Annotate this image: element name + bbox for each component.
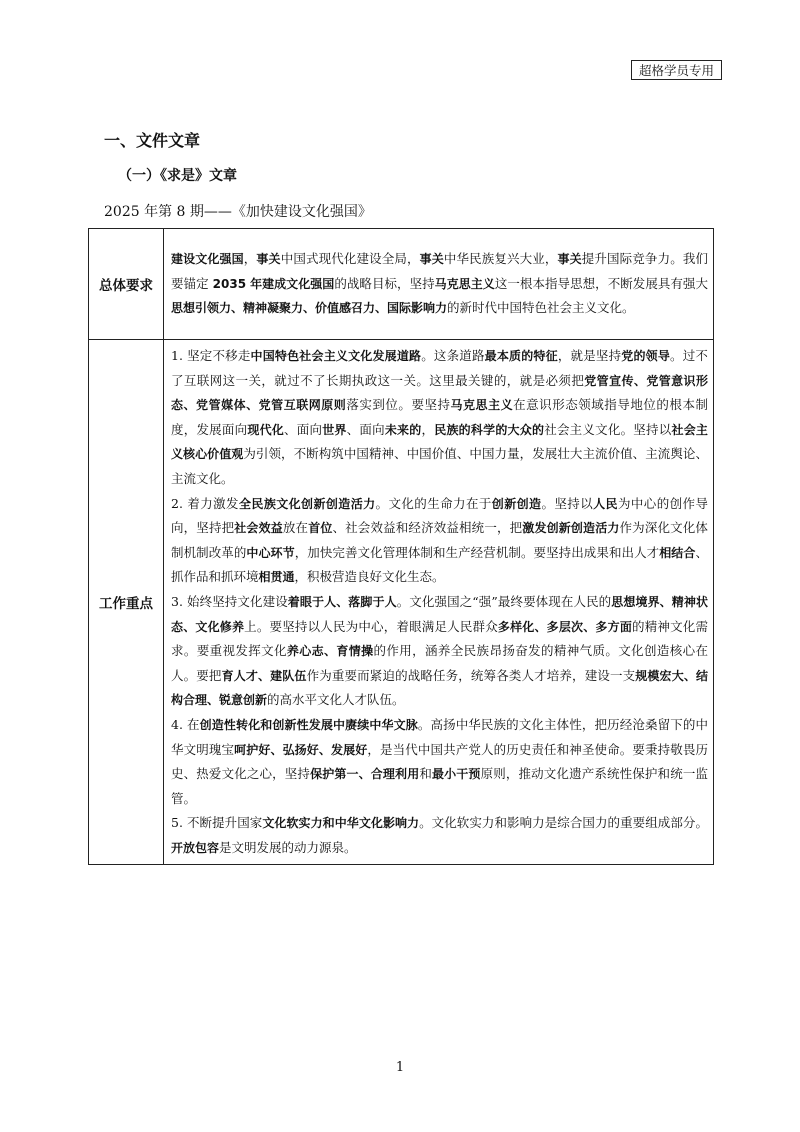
requirement-content [164, 229, 714, 340]
body-text: 作为重要而紧迫的战略任务，统筹各类人才培养，建设一支 [306, 667, 636, 683]
body-text: 、社会效益和经济效益相统一，把 [332, 520, 523, 536]
focus-paragraph [171, 344, 708, 492]
emphasis-text: 建设文化强国 [171, 252, 244, 267]
body-text: 中华民族复兴大业， [443, 251, 558, 267]
body-text: 3. 始终坚持文化建设 [171, 593, 288, 609]
body-text: 作为深化文化体制机制改革的 [171, 520, 708, 560]
body-text: 5. 不断提升国家 [171, 815, 263, 831]
body-text: 。文化的生命力在于 [375, 495, 492, 511]
body-text: 的新时代中国特色社会主义文化。 [447, 300, 635, 316]
body-text: 、面向 [346, 421, 385, 437]
body-text: 和 [419, 766, 432, 782]
emphasis-text: 世界 [322, 422, 347, 437]
body-text: 放在 [282, 520, 309, 536]
emphasis-text: 多样化、多层次、多方面 [497, 619, 633, 634]
table-row [89, 340, 714, 865]
emphasis-text: 思想引领力、精神凝聚力、价值感召力、国际影响力 [171, 301, 448, 316]
body-text: 。高扬中华民族的文化主体性，把历经沧桑留下的中华文明瑰宝 [171, 716, 708, 757]
body-text: 。这条道路 [421, 348, 485, 363]
body-text: 。坚持以 [541, 495, 594, 511]
section-title: 一、文件文章 [104, 131, 201, 150]
emphasis-text: 全民族文化创新创造活力 [238, 496, 376, 511]
emphasis-text: 思想境界、精神状态、文化修养 [171, 594, 708, 634]
body-text: 1. 坚定不移走 [171, 348, 251, 363]
body-text: ， [421, 421, 435, 437]
emphasis-text: 着眼于人、落脚于人 [287, 594, 397, 609]
emphasis-text: 社会效益 [234, 521, 283, 536]
emphasis-text: 相结合 [659, 545, 696, 560]
focus-paragraph [171, 590, 708, 713]
requirement-label: 总体要求 [89, 229, 164, 340]
body-text: 在意识形态领域指导地位的根本制度，发展面向 [171, 397, 708, 437]
body-text: 是文明发展的动力源泉。 [219, 839, 357, 855]
body-text: ， [243, 251, 257, 267]
emphasis-text: 文化软实力和中华文化影响力 [262, 816, 420, 831]
emphasis-text: 未来的 [384, 422, 422, 437]
usage-stamp: 超格学员专用 [631, 60, 722, 80]
emphasis-text: 事关 [557, 252, 582, 267]
body-text: ，加快完善文化管理体制和生产经营机制。要坚持出成果和出人才 [294, 544, 660, 560]
emphasis-text: 党管宣传、党管意识形态、党管媒体、党管互联网原则 [171, 373, 708, 413]
emphasis-text: 马克思主义 [434, 276, 495, 291]
body-text: ，是当代中国共产党人的历史责任和神圣使命。要秉持敬畏历史、热爱文化之心，坚持 [171, 741, 708, 782]
body-text: 原则，推动文化遗产系统性保护和统一监管。 [171, 766, 708, 806]
body-text: 落实到位。要坚持 [346, 397, 451, 413]
body-text: 社会主义文化。坚持以 [544, 421, 672, 437]
body-text: 的高水平文化人才队伍。 [267, 692, 405, 708]
subsection-title: （一）《求是》文章 [118, 168, 237, 184]
body-text: 为中心的创作导向，坚持把 [171, 495, 708, 536]
emphasis-text: 创造性转化和创新性发展中赓续中华文脉 [199, 717, 418, 732]
body-text: 。过不了互联网这一关，就过不了长期执政这一关。这里最关键的，就是必须把 [171, 348, 708, 388]
emphasis-text: 事关 [419, 252, 444, 267]
issue-line: 2025 年第 8 期——《加快建设文化强国》 [104, 204, 372, 220]
emphasis-text: 年建成文化强国 [250, 276, 335, 291]
body-text: 4. 在 [171, 716, 200, 732]
body-text: 的精神文化需求。要重视发挥文化 [171, 618, 708, 659]
body-text: 。文化强国之“强”最终要体现在人民的 [396, 593, 612, 609]
body-text: ，就是坚持 [557, 348, 622, 363]
body-text: 、面向 [284, 421, 323, 437]
emphasis-text: 相贯通 [258, 570, 295, 585]
emphasis-text: 民族的科学的大众的 [434, 422, 545, 437]
emphasis-text: 激发创新创造活力 [522, 521, 620, 536]
emphasis-text: 育人才、建队伍 [221, 668, 307, 683]
emphasis-text: 最小干预 [432, 767, 481, 782]
body-text: 这一根本指导思想，不断发展具有强大 [494, 275, 708, 291]
body-text: 、抓作品和抓环境 [171, 544, 708, 585]
page-number: 1 [395, 1060, 405, 1075]
emphasis-text: 社会主义核心价值观 [171, 422, 708, 462]
emphasis-text: 2035 [212, 276, 247, 291]
emphasis-text: 马克思主义 [450, 398, 514, 413]
emphasis-text: 人民 [593, 496, 618, 511]
emphasis-text: 保护第一、合理利用 [310, 767, 420, 782]
emphasis-text: 首位 [308, 521, 333, 536]
body-text: 提升国际竞争力。我们要锚定 [171, 251, 708, 291]
focus-content [164, 340, 714, 865]
emphasis-text: 规模宏大、结构合理、锐意创新 [171, 668, 708, 708]
body-text: 上。要坚持以人民为中心，着眼满足人民群众 [244, 618, 498, 634]
body-text: ，积极营造良好文化生态。 [294, 569, 445, 585]
table-row [89, 229, 714, 340]
emphasis-text: 呵护好、弘扬好、发展好 [234, 742, 368, 757]
focus-paragraph [171, 492, 708, 590]
body-text: 。文化软实力和影响力是综合国力的重要组成部分。 [419, 815, 708, 831]
focus-paragraph [171, 713, 708, 811]
emphasis-text: 养心志、育情操 [286, 644, 374, 659]
summary-table [88, 228, 714, 865]
body-text: 中国式现代化建设全局， [280, 251, 420, 267]
emphasis-text: 党的领导 [621, 349, 671, 363]
emphasis-text: 事关 [256, 252, 281, 267]
emphasis-text: 最本质的特征 [484, 349, 558, 363]
body-text: 的战略目标，坚持 [334, 275, 435, 291]
focus-label: 工作重点 [89, 340, 164, 865]
emphasis-text: 创新创造 [491, 496, 542, 511]
emphasis-text: 现代化 [247, 422, 285, 437]
body-text: 2. 着力激发 [171, 495, 239, 511]
emphasis-text: 开放包容 [171, 840, 220, 855]
body-text: 为引领，不断构筑中国精神、中国价值、中国力量，发展壮大主流价值、主流舆论、主流文化。 [171, 446, 708, 486]
emphasis-text: 中心环节 [246, 545, 295, 560]
body-text: 的作用，涵养全民族昂扬奋发的精神气质。文化创造核心在人。要把 [171, 643, 708, 683]
emphasis-text: 中国特色社会主义文化发展道路 [250, 349, 422, 363]
requirement-text [171, 247, 708, 321]
focus-paragraph [171, 811, 708, 860]
